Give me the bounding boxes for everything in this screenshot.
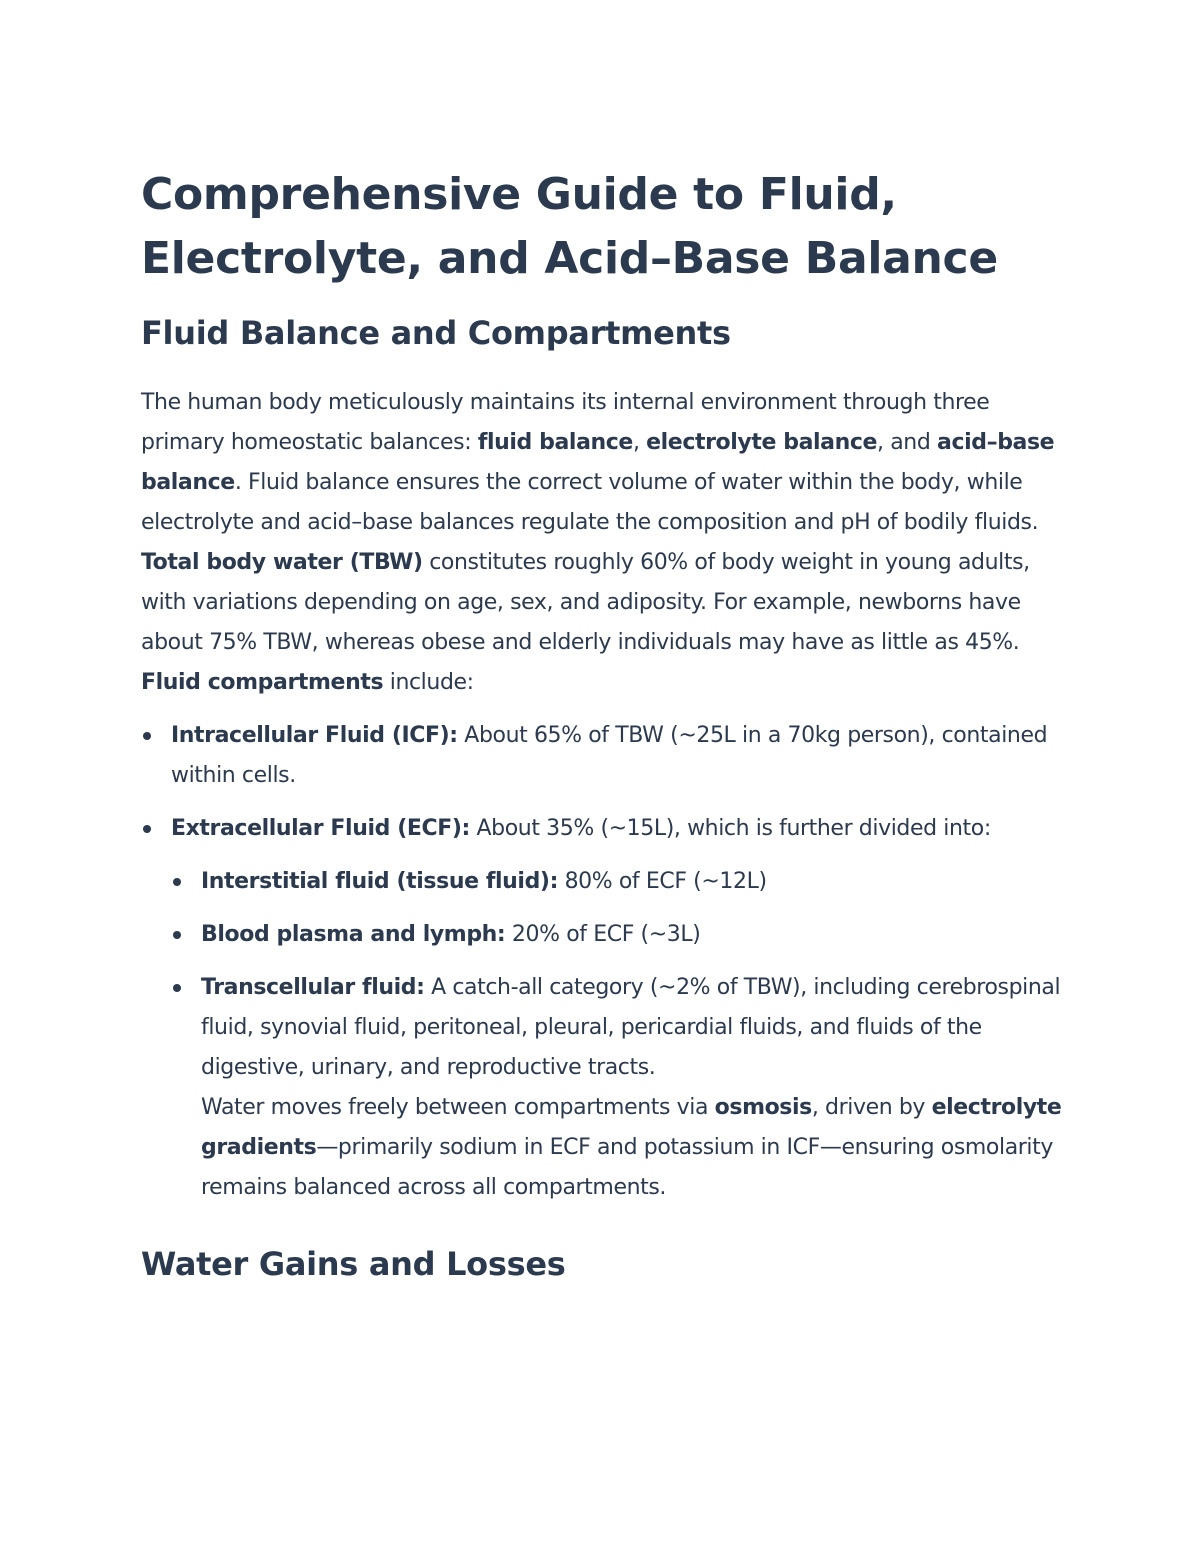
- text-run: , and: [877, 430, 938, 455]
- compartments-paragraph: [141, 663, 1071, 703]
- text-run: 20% of ECF (~3L): [505, 922, 701, 947]
- list-item-ecf: [141, 809, 1071, 1208]
- section-heading-water-gains: Water Gains and Losses: [141, 1245, 566, 1283]
- text-run: A catch-all category (~2% of TBW), including cerebrospinal fluid, synovial fluid, peritoneal, pleural, pericardial fluids, and fluids of the digestive, urinary, and reproductive tracts.: [201, 975, 1061, 1080]
- bullet-icon: [143, 825, 151, 833]
- bold-term: osmosis: [714, 1095, 812, 1120]
- tbw-paragraph: [141, 543, 1071, 663]
- text-run: ,: [632, 430, 647, 455]
- bold-term: Fluid compartments: [141, 670, 384, 695]
- compartment-list: [141, 716, 1071, 1208]
- text-run: , driven by: [811, 1095, 932, 1120]
- bold-term: fluid balance: [477, 430, 633, 455]
- text-run: Water moves freely between compartments via: [201, 1095, 715, 1120]
- bold-term: acid–base balance: [141, 430, 1055, 495]
- bold-term: Extracellular Fluid (ECF):: [171, 816, 470, 841]
- bold-term: electrolyte gradients: [201, 1095, 1062, 1160]
- bold-term: electrolyte balance: [646, 430, 878, 455]
- document-title: Comprehensive Guide to Fluid, Electrolyte, and Acid–Base Balance: [141, 169, 998, 284]
- list-item-transcellular: [171, 968, 1071, 1208]
- list-item-interstitial: [171, 862, 1071, 902]
- bold-term: Transcellular fluid:: [201, 975, 425, 1000]
- text-run: . Fluid balance ensures the correct volume of water within the body, while electrolyte and acid–base balances regulate the composition and pH of bodily fluids.: [141, 470, 1039, 535]
- intro-paragraph: [141, 383, 1071, 543]
- document-content: [141, 163, 1071, 1284]
- text-run: constitutes roughly 60% of body weight in young adults, with variations depending on age, sex, and adiposity. For example, newborns have about 75% TBW, whereas obese and elderly individuals may have as little as 45%.: [141, 550, 1030, 655]
- text-run: —primarily sodium in ECF and potassium in ICF—ensuring osmolarity remains balanced across all compartments.: [201, 1135, 1053, 1200]
- text-run: The human body meticulously maintains its internal environment through three primary homeostatic balances:: [141, 390, 990, 455]
- bullet-icon: [173, 984, 181, 992]
- text-run: 80% of ECF (~12L): [557, 869, 767, 894]
- bullet-icon: [173, 878, 181, 886]
- bullet-icon: [143, 732, 151, 740]
- bold-term: Interstitial fluid (tissue fluid):: [201, 869, 558, 894]
- text-run: About 65% of TBW (~25L in a 70kg person), contained within cells.: [171, 723, 1048, 788]
- bullet-icon: [173, 931, 181, 939]
- bold-term: Intracellular Fluid (ICF):: [171, 723, 458, 748]
- section-body: [141, 383, 1071, 1208]
- text-run: include:: [383, 670, 474, 695]
- section-heading-fluid-balance: Fluid Balance and Compartments: [141, 314, 731, 352]
- text-run: About 35% (~15L), which is further divided into:: [469, 816, 991, 841]
- ecf-sublist: [171, 862, 1071, 1208]
- list-item-plasma: [171, 915, 1071, 955]
- bold-term: Total body water (TBW): [141, 550, 423, 575]
- bold-term: Blood plasma and lymph:: [201, 922, 506, 947]
- list-item-icf: [141, 716, 1071, 796]
